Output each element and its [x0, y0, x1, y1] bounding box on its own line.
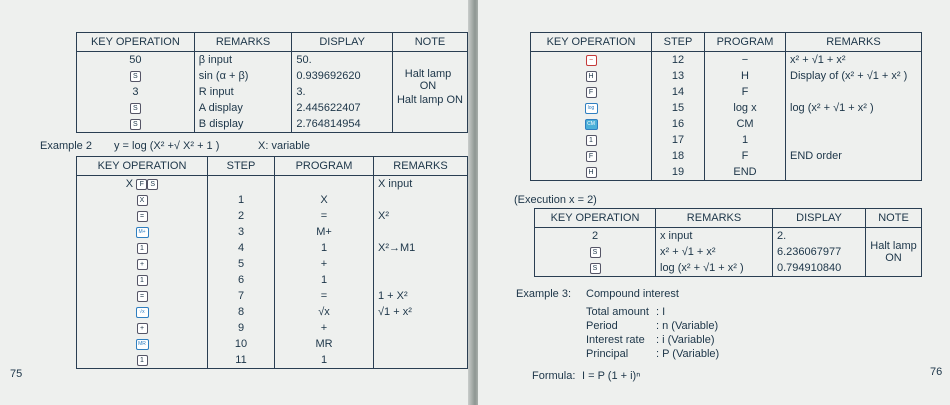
s-key-icon: S — [590, 263, 601, 274]
left-page — [0, 0, 472, 405]
right-page — [478, 0, 950, 405]
col-note: NOTE — [866, 209, 922, 228]
table-row: F 18 F END order — [531, 148, 922, 164]
table-row: = 2 = X² — [77, 208, 468, 224]
log-key-icon: log — [585, 103, 598, 114]
table-row: 1 11 1 — [77, 352, 468, 369]
minus-key-icon: − — [586, 55, 597, 66]
s-key-icon: S — [590, 247, 601, 258]
param-value: : i (Variable) — [656, 334, 715, 346]
sqrt-key-icon: √x — [136, 307, 149, 318]
col-remarks: REMARKS — [194, 33, 292, 52]
program-table-left — [76, 156, 468, 369]
plus-key-icon: + — [137, 323, 148, 334]
h-key-icon: H — [586, 71, 597, 82]
key-cell: 50 — [77, 52, 195, 69]
param-label: Principal — [586, 348, 629, 360]
page-number-left: 75 — [10, 368, 23, 380]
plus-key-icon: + — [137, 259, 148, 270]
key-cell: X F S — [77, 176, 208, 193]
table-row: 1 6 1 — [77, 272, 468, 288]
table-row — [77, 52, 468, 69]
table-row: 2 x input 2. Halt lamp ON — [535, 228, 922, 245]
x-key-icon: X — [137, 195, 148, 206]
one-key-icon: 1 — [137, 275, 148, 286]
h-key-icon: H — [586, 167, 597, 178]
note-halt-lamp-1: Halt lamp ON — [404, 68, 452, 92]
table-row: 1 17 1 — [531, 132, 922, 148]
table-row: 1 4 1 X²→M1 — [77, 240, 468, 256]
table-row: X F S X input — [77, 176, 468, 193]
remarks-cell: B display — [194, 116, 292, 133]
remarks-cell: A display — [194, 100, 292, 116]
col-remarks: REMARKS — [786, 33, 922, 52]
param-value: : n (Variable) — [656, 320, 719, 332]
function-key-icon: S — [130, 119, 141, 130]
f-key-icon: F — [586, 151, 597, 162]
remarks-cell: β input — [194, 52, 292, 69]
display-cell: 50. — [292, 52, 393, 69]
equals-key-icon: = — [137, 291, 148, 302]
col-display: DISPLAY — [773, 209, 866, 228]
table-row: CM 16 CM — [531, 116, 922, 132]
mr-key-icon: MR — [136, 339, 149, 350]
formula: I = P (1 + i)ⁿ — [582, 370, 641, 382]
formula-label: Formula: — [532, 370, 576, 382]
table-row: + 5 + — [77, 256, 468, 272]
col-key-operation: KEY OPERATION — [535, 209, 656, 228]
key-cell: 3 — [77, 84, 195, 100]
one-key-icon: 1 — [137, 355, 148, 366]
table-row: − 12 − x² + √1 + x² — [531, 52, 922, 69]
display-cell: 2.764814954 — [292, 116, 393, 133]
col-step: STEP — [208, 157, 275, 176]
remarks-cell: R input — [194, 84, 292, 100]
col-key-operation: KEY OPERATION — [77, 33, 195, 52]
table-row: + 9 + — [77, 320, 468, 336]
example3-label: Example 3: — [516, 288, 572, 300]
equals-key-icon: = — [137, 211, 148, 222]
halt-lamp-note: Halt lamp ON — [870, 240, 917, 264]
example2-label: Example 2 — [40, 140, 92, 152]
display-cell: 0.939692620 — [292, 68, 393, 84]
col-remarks: REMARKS — [374, 157, 468, 176]
table-row: M+ 3 M+ — [77, 224, 468, 240]
col-key-operation: KEY OPERATION — [77, 157, 208, 176]
param-label: Interest rate — [586, 334, 645, 346]
col-program: PROGRAM — [705, 33, 786, 52]
table-row: S x² + √1 + x² 6.236067977 — [535, 244, 922, 260]
col-step: STEP — [652, 33, 705, 52]
param-value: : I — [656, 306, 666, 318]
remarks-cell: sin (α + β) — [194, 68, 292, 84]
display-cell: 3. — [292, 84, 393, 100]
table-row: = 7 = 1 + X² — [77, 288, 468, 304]
note-cell: Halt lamp ON — [392, 84, 467, 116]
table-row: X 1 X — [77, 192, 468, 208]
display-cell: 2.445622407 — [292, 100, 393, 116]
col-note: NOTE — [392, 33, 467, 52]
function-key-icon: S — [130, 103, 141, 114]
page-number-right: 76 — [930, 366, 943, 378]
table-row: F 14 F — [531, 84, 922, 100]
program-table-right — [530, 32, 922, 181]
s-key-icon: S — [147, 179, 158, 190]
key-cell — [77, 68, 195, 84]
table-row: H 19 END — [531, 164, 922, 181]
col-key-operation: KEY OPERATION — [531, 33, 652, 52]
param-value: : P (Variable) — [656, 348, 720, 360]
table-row — [77, 116, 468, 133]
example2-formula: y = log (X² +√ X² + 1 ) — [114, 140, 220, 152]
table-row: √x 8 √x √1 + x² — [77, 304, 468, 320]
table-row: S log (x² + √1 + x² ) 0.794910840 — [535, 260, 922, 277]
param-label: Period — [586, 320, 618, 332]
table-row: MR 10 MR — [77, 336, 468, 352]
m-plus-key-icon: M+ — [136, 227, 149, 238]
table-row: H 13 H Display of (x² + √1 + x² ) — [531, 68, 922, 84]
key-cell — [77, 116, 195, 133]
result-table-2 — [534, 208, 922, 277]
note-cell — [866, 228, 922, 277]
key-cell — [77, 100, 195, 116]
example2-variable: X: variable — [258, 140, 310, 152]
table-row: log 15 log x log (x² + √1 + x² ) — [531, 100, 922, 116]
example3-title: Compound interest — [586, 288, 679, 300]
f-key-icon: F — [136, 179, 147, 190]
execution-label: (Execution x = 2) — [514, 194, 597, 206]
f-key-icon: F — [586, 87, 597, 98]
col-program: PROGRAM — [275, 157, 374, 176]
param-label: Total amount — [586, 306, 649, 318]
cm-key-icon: CM — [585, 119, 598, 130]
sin-key-icon: S — [130, 71, 141, 82]
one-key-icon: 1 — [586, 135, 597, 146]
col-remarks: REMARKS — [656, 209, 773, 228]
one-key-icon: 1 — [137, 243, 148, 254]
col-display: DISPLAY — [292, 33, 393, 52]
